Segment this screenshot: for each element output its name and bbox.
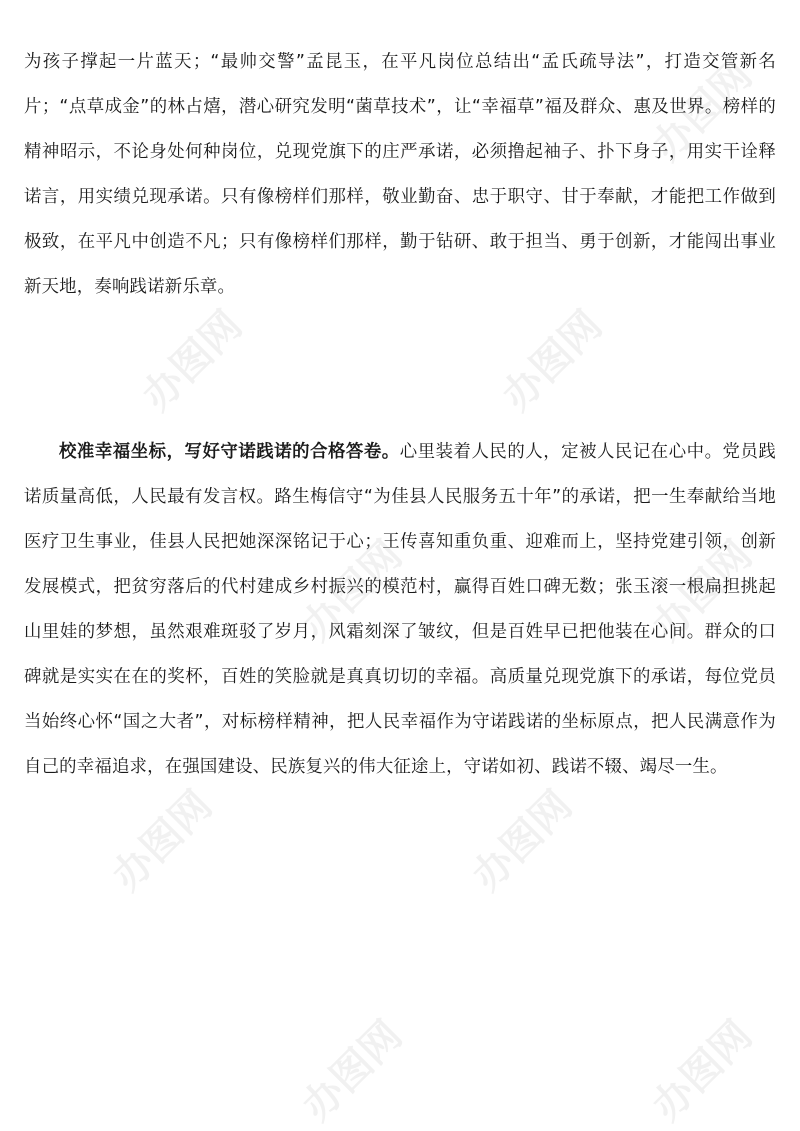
- watermark-text: 办图网: [643, 1012, 762, 1130]
- paragraph-2-bold-lead: 校准幸福坐标，写好守诺践诺的合格答卷。: [59, 442, 400, 462]
- paragraph-2-body-text: 心里装着人民的人，定被人民记在心中。党员践诺质量高低，人民最有发言权。路生梅信守“为佳县人民服务五十年”的承诺，把一生奉献给当地医疗卫生事业，佳县人民把她深深铭记于心；王传喜知重负重、迎难而上，坚持党建引领，创新发展模式，把贫穷落后的代村建成乡村振兴的模范村，赢得百姓口碑无数；张玉滚一根扁担挑起山里娃的梦想，虽然艰难斑驳了岁月，风霜刻深了皱纹，但是百姓早已把他装在心间。群众的口碑就是实实在在的奖杯，百姓的笑脸就是真真切切的幸福。高质量兑现党旗下的承诺，每位党员当始终心怀“国之大者”，对标榜样精神，把人民幸福作为守诺践诺的坐标原点，把人民满意作为自己的幸福追求，在强国建设、民族复兴的伟大征途上，守诺如初、践诺不辍、竭尽一生。: [24, 442, 776, 777]
- watermark-text: 办图网: [293, 1012, 412, 1130]
- body-paragraph-2: [24, 430, 776, 790]
- body-paragraph-1: 为孩子撑起一片蓝天；“最帅交警”孟昆玉，在平凡岗位总结出“孟氏疏导法”，打造交管新名片；“点草成金”的林占熺，潜心研究发明“菌草技术”，让“幸福草”福及群众、惠及世界。榜样的精神昭示，不论身处何种岗位，兑现党旗下的庄严承诺，必须撸起袖子、扑下身子，用实干诠释诺言，用实绩兑现承诺。只有像榜样们那样，敬业勤奋、忠于职守、甘于奉献，才能把工作做到极致，在平凡中创造不凡；只有像榜样们那样，勤于钻研、敢于担当、勇于创新，才能闯出事业新天地，奏响践诺新乐章。: [24, 52, 776, 297]
- watermark-text: 办图网: [643, 532, 762, 650]
- watermark-text: 办图网: [463, 782, 582, 900]
- watermark-text: 办图网: [293, 532, 412, 650]
- watermark-text: 办图网: [493, 302, 612, 420]
- watermark-text: 办图网: [133, 302, 252, 420]
- watermark-text: 办图网: [643, 52, 762, 170]
- watermark-text: 办图网: [103, 782, 222, 900]
